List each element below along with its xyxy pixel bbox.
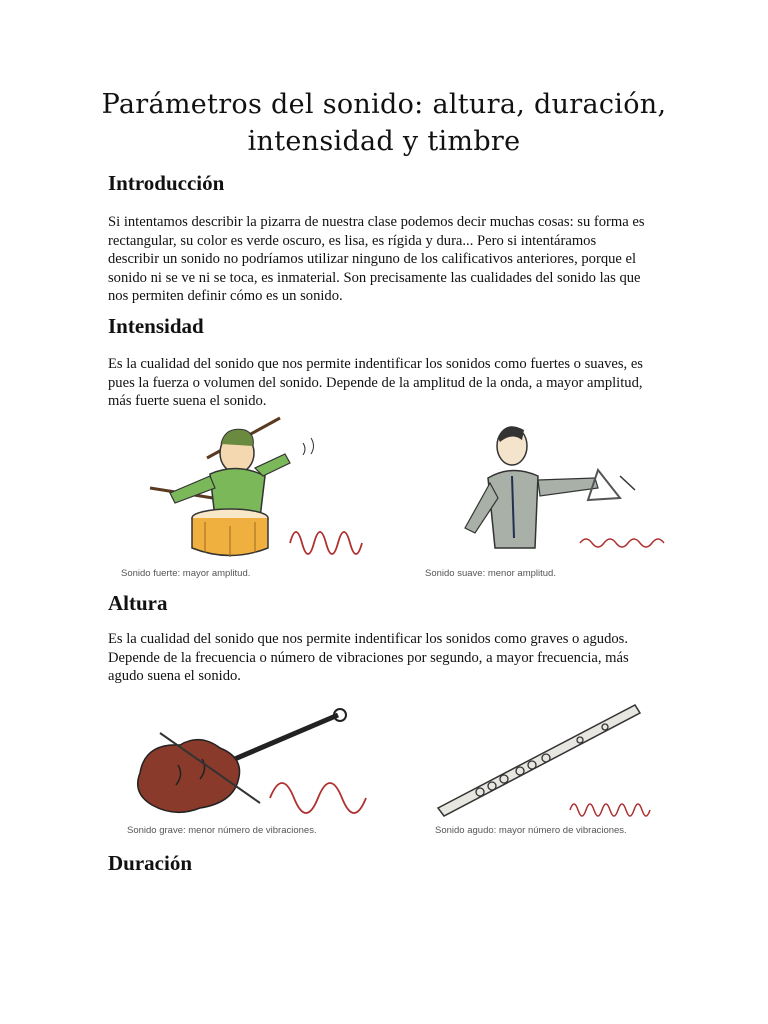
heading-introduccion: Introducción	[108, 171, 225, 195]
paragraph-altura: Es la cualidad del sonido que nos permite indentificar los sonidos como graves o agudos. Depende de la frecuencia o número de vibraciones por segundo, a mayor frecuencia, más agudo suena el sonido.	[108, 631, 629, 684]
flute-icon	[430, 700, 680, 820]
figure-sonido-grave	[120, 703, 390, 843]
heading-altura: Altura	[108, 591, 168, 615]
page-title: Parámetros del sonido: altura, duración, intensidad y timbre	[101, 89, 667, 157]
heading-intensidad: Intensidad	[108, 314, 204, 338]
triangle-player-icon	[420, 418, 690, 568]
double-bass-icon	[120, 703, 390, 823]
paragraph-introduccion: Si intentamos describir la pizarra de nuestra clase podemos decir muchas cosas: su forma es rectangular, su color es verde oscuro, es lisa, es rígida y dura... Pero si intentáramos describir un sonido no podríamos utilizar ninguno de los calificativos anteriores, porque el sonido ni se ve ni se toca, es inmaterial. Son precisamente las cualidades del sonido las que nos permiten definir cómo es un sonido.	[108, 214, 645, 304]
drummer-icon	[115, 418, 395, 568]
wave-low-frequency	[270, 783, 366, 813]
figure-sonido-suave	[420, 418, 690, 588]
caption-sonido-agudo: Sonido agudo: mayor número de vibraciones.	[435, 825, 627, 836]
caption-sonido-grave: Sonido grave: menor número de vibraciones.	[127, 825, 317, 836]
heading-duracion: Duración	[108, 851, 192, 875]
caption-sonido-suave: Sonido suave: menor amplitud.	[425, 568, 556, 579]
figure-sonido-agudo	[430, 700, 680, 843]
caption-sonido-fuerte: Sonido fuerte: mayor amplitud.	[121, 568, 251, 579]
figure-sonido-fuerte	[115, 418, 395, 588]
paragraph-intensidad: Es la cualidad del sonido que nos permite indentificar los sonidos como fuertes o suaves, es pues la fuerza o volumen del sonido. Depende de la amplitud de la onda, a mayor amplitud, más fuerte suena el sonido.	[108, 356, 643, 409]
wave-small-amplitude	[580, 539, 664, 547]
wave-high-frequency	[570, 804, 650, 816]
wave-large-amplitude	[290, 532, 362, 554]
